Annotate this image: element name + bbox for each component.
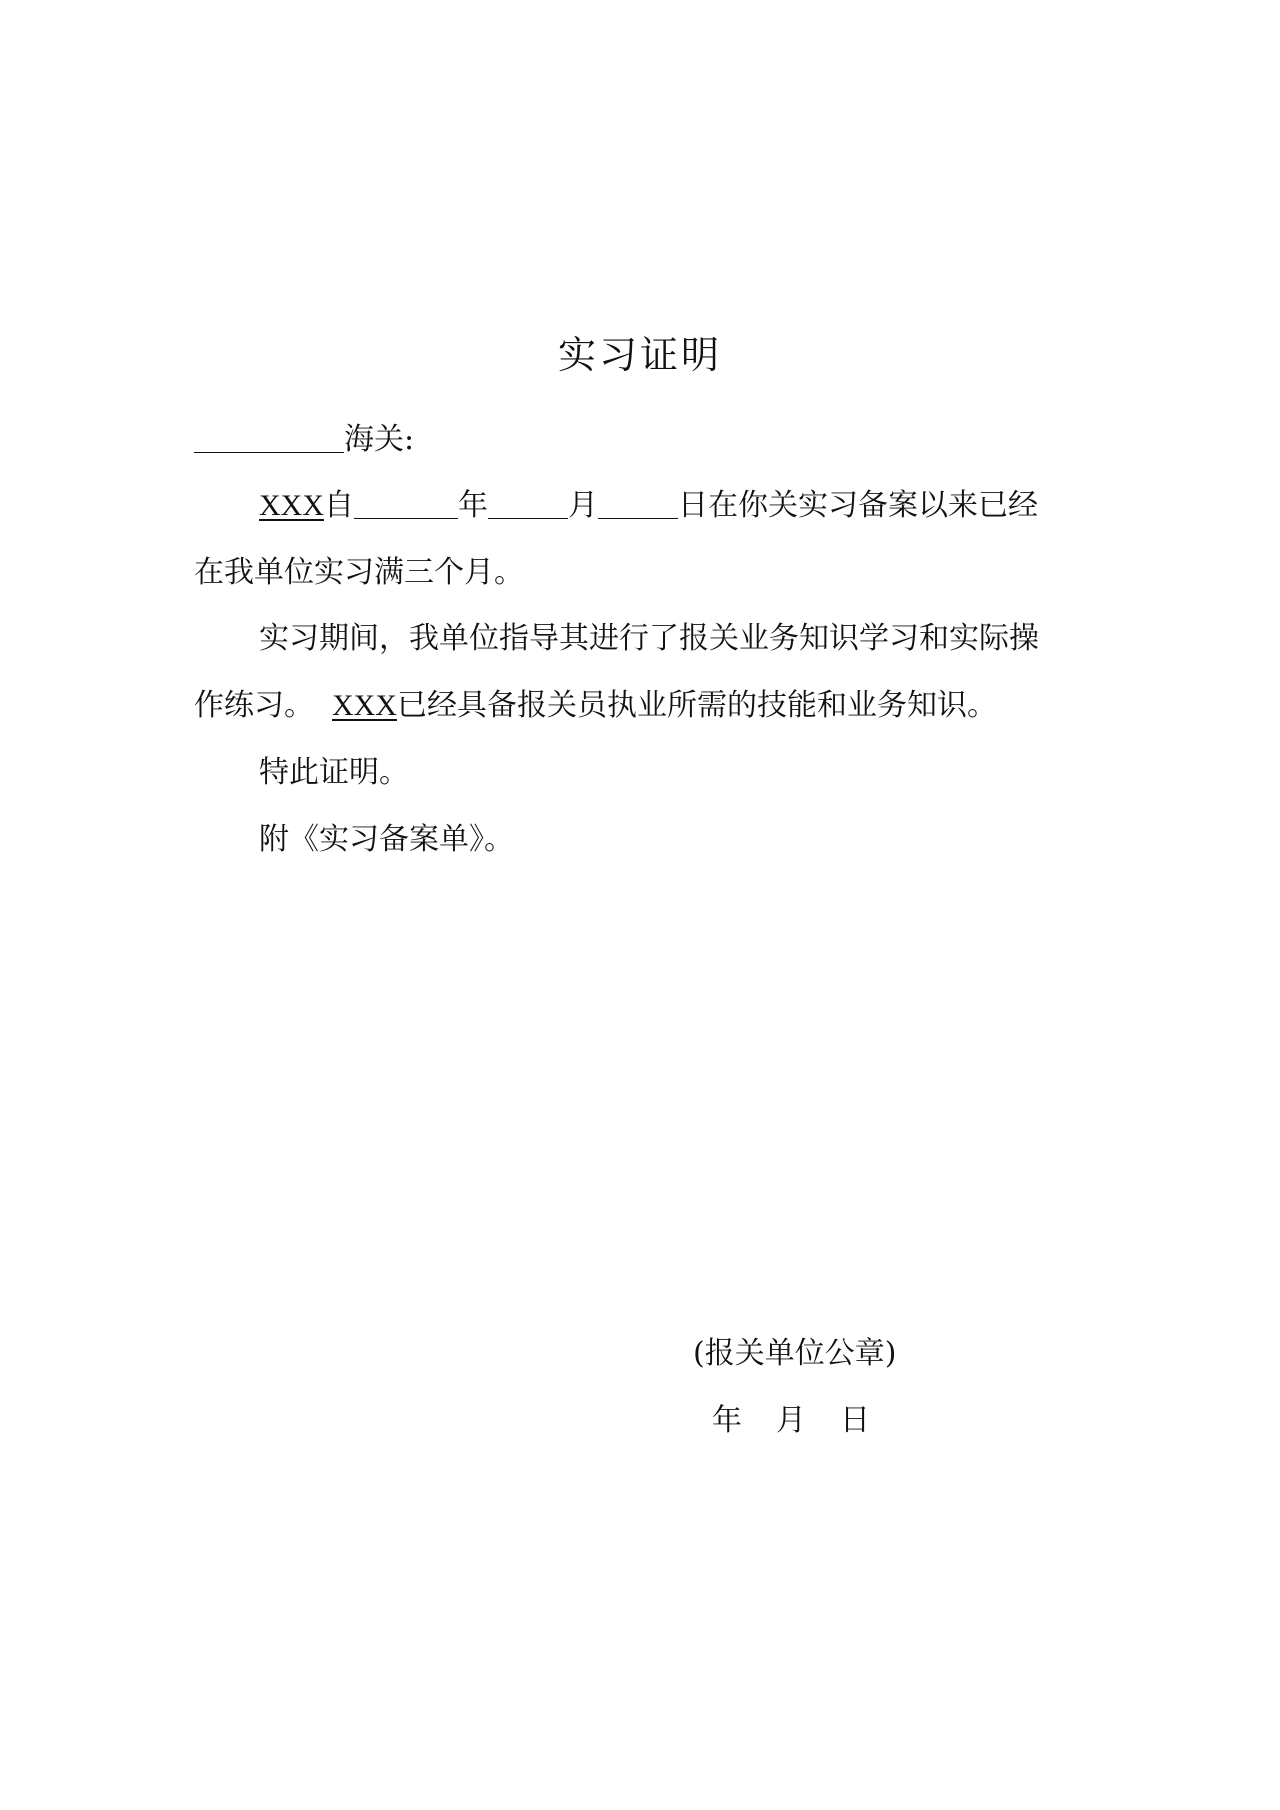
document-title: 实习证明 <box>557 333 722 377</box>
from-text: 自 <box>324 488 354 523</box>
day-rest-text: 日在你关实习备案以来已经 <box>678 488 1038 523</box>
day-blank <box>598 488 678 519</box>
closing-line: 特此证明。 <box>259 755 409 790</box>
date-month: 月 <box>776 1403 806 1438</box>
paragraph-2-line-2 <box>194 684 997 728</box>
salutation-suffix: 海关: <box>344 422 415 457</box>
year-blank <box>354 488 458 519</box>
paragraph-1-line-2: 在我单位实习满三个月。 <box>194 555 524 590</box>
month-blank <box>488 488 568 519</box>
attachment-line: 附《实习备案单》。 <box>259 822 514 857</box>
date-year: 年 <box>712 1403 742 1438</box>
customs-name-blank <box>194 422 344 453</box>
intern-name: XXX <box>259 489 324 522</box>
paragraph-2-prefix: 作练习。 <box>194 688 314 723</box>
date-day: 日 <box>840 1403 870 1438</box>
year-text: 年 <box>458 488 488 523</box>
salutation-line <box>194 418 414 462</box>
seal-label: (报关单位公章) <box>693 1336 897 1371</box>
paragraph-2-line-1: 实习期间，我单位指导其进行了报关业务知识学习和实际操 <box>259 621 1039 656</box>
paragraph-1-line-1 <box>259 484 1038 528</box>
month-text: 月 <box>568 488 598 523</box>
paragraph-2-suffix: 已经具备报关员执业所需的技能和业务知识。 <box>397 688 997 723</box>
signature-date <box>712 1399 870 1443</box>
intern-name-2: XXX <box>332 689 397 722</box>
